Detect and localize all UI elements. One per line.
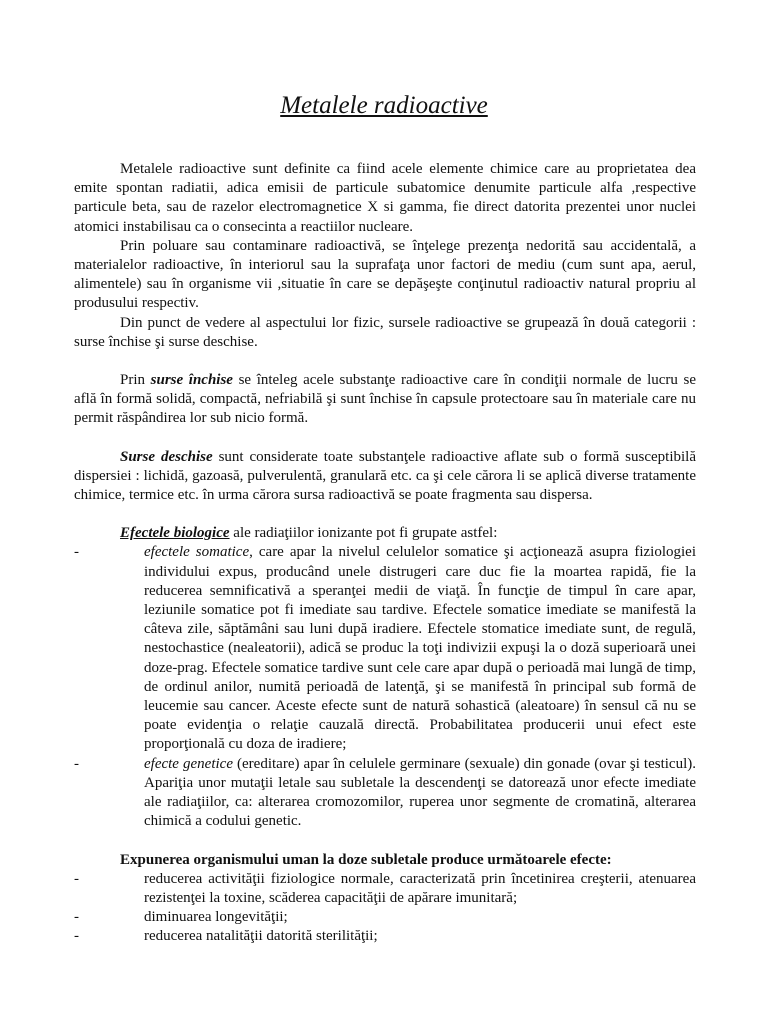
document-body [74, 160, 696, 947]
somatic-effects-text: , care apar la nivelul celulelor somatice şi acţionează asupra fiziologiei individului expus, producând unele distrugeri care duc fie la moartea rapidă, fie la reducerea semnificativă a speranţei medii de viaţă. În funcţie de timpul în care apar, leziunile somatice pot fi imediate sau tardive. Efectele somatice imediate se manifestă la câteva zile, săptămâni sau luni după iradiere. Efectele stomatice imediate sunt, de regulă, nestochastice (nealeatorii), adică se produc la toţi indivizii expuşi la o doză superioară unei doze-prag. Efectele somatice tardive sunt cele care apar după o perioadă mai lungă de timp, de ordinul anilor, numită perioadă de latenţă, şi se manifestă în principal sub formă de leucemie sau cancer. Aceste efecte sunt de natură sohastică (aleatoare) în sensul că nu se poate evidenţia o relaţie cauzală directă. Probabilitatea producerii unui efect este proporţională cu doza de iradiere; [144, 544, 696, 753]
genetic-effects-term: efecte genetice [144, 755, 233, 772]
list-dash: - [74, 544, 79, 561]
exposure-item-text: reducerea activităţii fiziologice normale, caracterizată prin încetinirea creşterii, atenuarea rezistenţei la toxine, scăderea capacităţii de apărare imunitară; [144, 870, 696, 906]
list-item [74, 870, 696, 908]
paragraph-contamination: Prin poluare sau contaminare radioactivă, se înţelege prezenţa nedorită sau accidentală, a materialelor radioactive, în interiorul sau la suprafaţa unor factori de mediu (cum sunt apa, aerul, alimentele) sau în organisme vii ,situatie în care se depăşeşte conţinutul radioactiv natural propriu al produsului respectiv. [74, 237, 696, 312]
list-item [74, 543, 696, 754]
somatic-effects-term: efectele somatice [144, 544, 250, 561]
paragraph-open-sources [74, 448, 696, 506]
list-dash: - [74, 909, 79, 926]
effects-heading [74, 524, 696, 543]
paragraph-definition: Metalele radioactive sunt definite ca fiind acele elemente chimice care au proprietatea dea emite spontan radiatii, adica emisii de particule subatomice denumite particule alfa ,respective particule beta, sau de razelor electromagnetice X si gamma, fie direct datorita prezentei unor nuclei atomici instabilisau ca o consecinta a reactiilor nucleare. [74, 161, 696, 235]
effects-list [74, 543, 696, 831]
list-item [74, 927, 696, 946]
open-sources-text: sunt considerate toate substanţele radioactive aflate sub o formă susceptibilă dispersiei : lichidă, gazoasă, pulverulentă, granulară etc. ca şi cele cărora li se aplică diverse tratamente chimice, termice etc. în urma cărora sursa radioactivă se poate fragmenta sau dispersa. [74, 448, 696, 504]
exposure-item-text: reducerea natalităţii datorită sterilităţii; [144, 928, 378, 945]
effects-heading-text: ale radiaţiilor ionizante pot fi grupate astfel: [233, 525, 498, 542]
exposure-list [74, 870, 696, 947]
open-sources-term: Surse deschise [120, 448, 213, 465]
page-title: Metalele radioactive [280, 92, 488, 119]
closed-sources-term: surse închise [150, 372, 233, 389]
list-item [74, 908, 696, 927]
list-dash: - [74, 755, 79, 772]
paragraph-categories: Din punct de vedere al aspectului lor fizic, sursele radioactive se grupează în două categorii : surse închise şi surse deschise. [74, 314, 696, 350]
genetic-effects-text: (ereditare) apar în celulele germinare (sexuale) din gonade (ovar şi testicul). Apariţia unor mutaţii letale sau subletale la descendenţi se datorează unor efecte imediate ale radiaţiilor, ca: alterarea cromozomilor, ruperea unor segmente de cromatină, alterarea chimică a codului genetic. [144, 755, 696, 830]
exposure-item-text: diminuarea longevităţii; [144, 909, 288, 926]
list-dash: - [74, 928, 79, 945]
closed-sources-prefix: Prin [120, 372, 146, 389]
effects-heading-term: Efectele biologice [120, 525, 230, 542]
closed-sources-text: se înteleg acele substanţe radioactive care în condiţii normale de lucru se află în formă solidă, compactă, nefriabilă şi sunt închise în capsule protectoare sau în materiale care nu permit răspândirea lor sub nicio formă. [74, 372, 697, 427]
list-item [74, 755, 696, 832]
paragraph-closed-sources [74, 371, 696, 429]
list-dash: - [74, 870, 79, 887]
exposure-heading: Expunerea organismului uman la doze subletale produce următoarele efecte: [120, 851, 612, 868]
